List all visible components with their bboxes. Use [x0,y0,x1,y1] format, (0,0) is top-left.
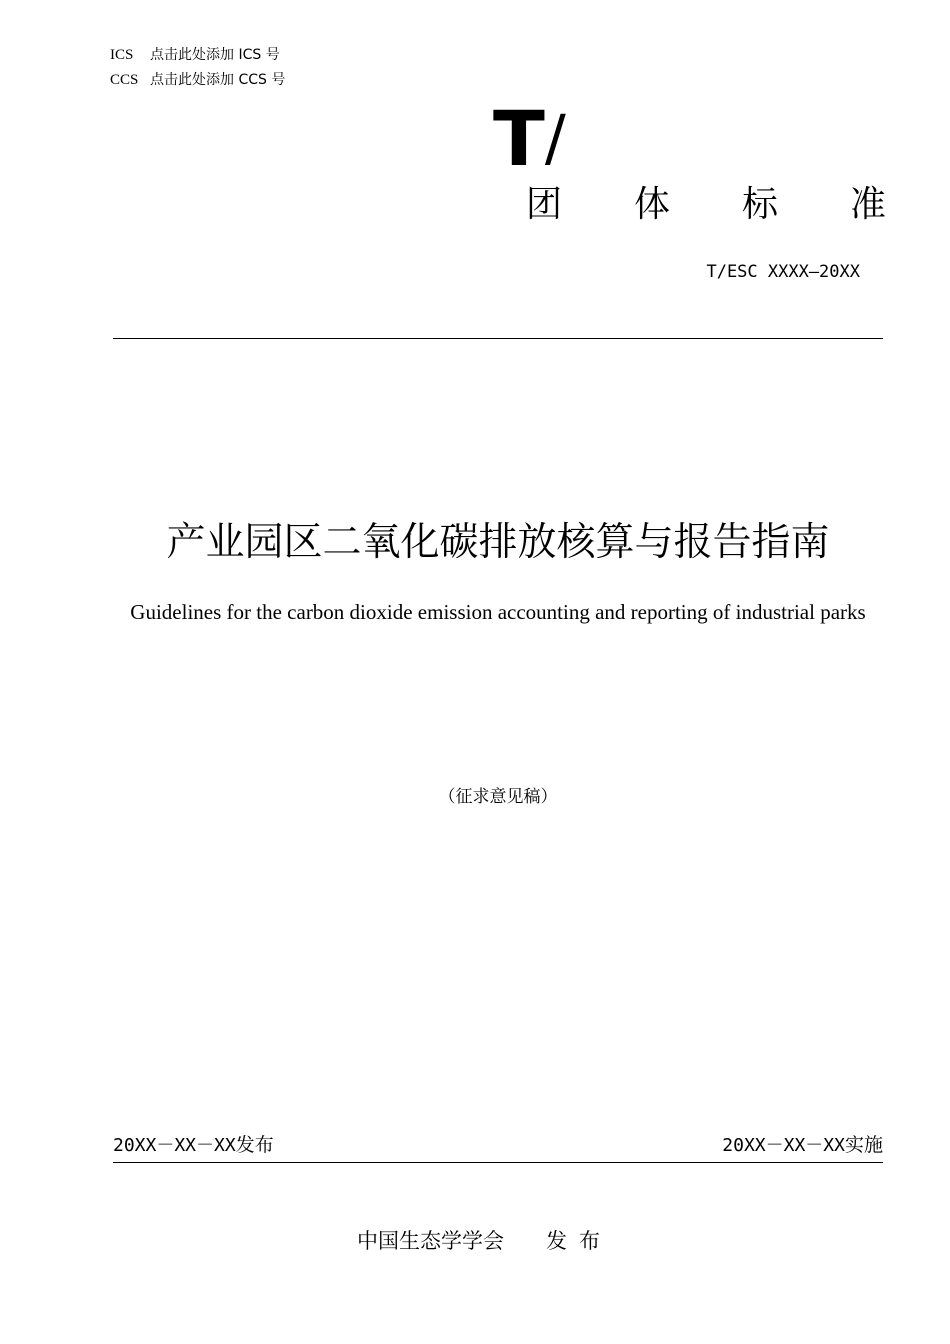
logo-slash: / [544,101,564,174]
ccs-value-field[interactable]: 点击此处添加 CCS 号 [150,72,286,88]
header-divider [113,338,883,339]
ics-label: ICS [110,47,134,63]
standard-type-char: 体 [633,184,670,225]
draft-status: （征求意见稿） [438,787,558,807]
implement-label: 实施 [844,1134,883,1156]
publisher-line [357,1226,612,1256]
ccs-line [110,71,285,89]
standard-type-char: 标 [741,184,778,225]
issue-label: 发布 [235,1134,274,1156]
implement-date-line [722,1131,883,1160]
standard-type [526,183,886,227]
logo-letter: T [493,94,543,183]
footer-divider [113,1162,883,1163]
standard-type-char: 准 [849,184,886,225]
standard-logo [493,94,564,183]
issue-date: 20XX－XX－XX [113,1135,236,1156]
document-title-chinese: 产业园区二氧化碳排放核算与报告指南 [166,520,830,565]
publisher-name: 中国生态学学会 [357,1229,504,1253]
standard-code: T/ESC XXXX—20XX [706,262,860,282]
issue-date-line [113,1131,274,1160]
ccs-label: CCS [110,72,139,88]
ics-line [110,46,280,64]
publish-verb: 发布 [546,1229,612,1253]
ics-value-field[interactable]: 点击此处添加 ICS 号 [150,47,280,63]
standard-type-char: 团 [526,184,563,225]
implement-date: 20XX－XX－XX [722,1135,845,1156]
document-title-english: Guidelines for the carbon dioxide emission accounting and reporting of industrial parks [130,600,866,624]
